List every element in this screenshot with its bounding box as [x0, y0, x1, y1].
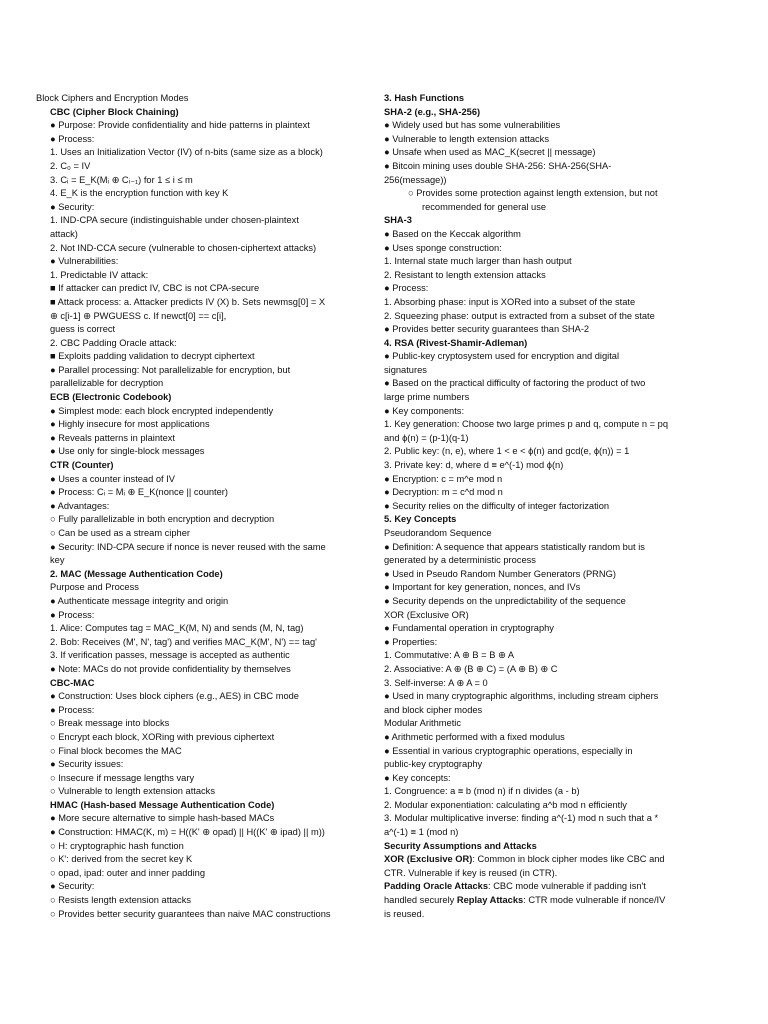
left-line: ○ Break message into blocks: [50, 718, 170, 729]
left-line: 1. Predictable IV attack:: [50, 269, 149, 280]
right-line: 1. Commutative: A ⊕ B = B ⊕ A: [384, 650, 515, 661]
right-line: ● Unsafe when used as MAC_K(secret || message): [384, 147, 596, 158]
right-line: 2. Resistant to length extension attacks: [384, 269, 546, 280]
left-line: ● Simplest mode: each block encrypted independently: [50, 405, 274, 416]
left-line: guess is correct: [50, 324, 116, 335]
left-line: ● Security:: [50, 201, 95, 212]
right-line: ● Security relies on the difficulty of integer factorization: [384, 500, 610, 511]
right-line: is reused.: [384, 908, 425, 919]
section-heading: 2. MAC (Message Authentication Code): [50, 568, 223, 579]
left-line: 2. CBC Padding Oracle attack:: [50, 337, 177, 348]
left-line: ● Reveals patterns in plaintext: [50, 432, 175, 443]
left-line: ○ Final block becomes the MAC: [50, 745, 182, 756]
right-line: 2. Associative: A ⊕ (B ⊕ C) = (A ⊕ B) ⊕ C: [384, 663, 558, 674]
right-line: 1. Internal state much larger than hash output: [384, 256, 572, 267]
left-line: ● Construction: Uses block ciphers (e.g., AES) in CBC mode: [50, 691, 299, 702]
right-line: and block cipher modes: [384, 704, 483, 715]
right-line: a^(-1) ≡ 1 (mod n): [384, 827, 459, 838]
right-line: ● Important for key generation, nonces, and IVs: [384, 582, 581, 593]
right-line: ● Provides better security guarantees than SHA-2: [384, 324, 590, 335]
right-line: ● Key concepts:: [384, 772, 451, 783]
right-line: [384, 894, 684, 908]
bold-term: XOR (Exclusive OR): [384, 854, 473, 865]
right-line: ● Fundamental operation in cryptography: [384, 623, 554, 634]
right-line: recommended for general use: [422, 201, 547, 212]
right-line: 2. Public key: (n, e), where 1 < e < ϕ(n) and gcd(e, ϕ(n)) = 1: [384, 446, 630, 457]
left-line: 1. Uses an Initialization Vector (IV) of n-bits (same size as a block): [50, 147, 323, 158]
left-line: ● Authenticate message integrity and origin: [50, 595, 229, 606]
left-line: ● Process:: [50, 133, 95, 144]
right-line: ● Decryption: m = c^d mod n: [384, 487, 503, 498]
left-line: ● Process: Cᵢ = Mᵢ ⊕ E_K(nonce || counter): [50, 487, 228, 498]
left-line: ● Use only for single-block messages: [50, 446, 205, 457]
section-heading: ECB (Electronic Codebook): [50, 392, 172, 403]
section-heading: Security Assumptions and Attacks: [384, 840, 537, 851]
left-line: ○ Insecure if message lengths vary: [50, 772, 195, 783]
bold-term: Replay Attacks: [456, 895, 524, 906]
right-line: Pseudorandom Sequence: [384, 528, 492, 538]
left-line: 2. Not IND-CCA secure (vulnerable to chosen-ciphertext attacks): [50, 242, 317, 253]
right-line: 3. Self-inverse: A ⊕ A = 0: [384, 677, 488, 688]
right-line: 2. Modular exponentiation: calculating a^b mod n efficiently: [384, 799, 627, 810]
right-line: 1. Congruence: a ≡ b (mod n) if n divides (a - b): [384, 786, 580, 797]
right-line: 3. Modular multiplicative inverse: finding a^(-1) mod n such that a *: [384, 813, 659, 824]
right-line: public-key cryptography: [384, 759, 483, 770]
right-line: XOR (Exclusive OR): [384, 609, 469, 620]
left-column: [36, 92, 356, 921]
left-line: ○ Resists length extension attacks: [50, 895, 192, 906]
left-line: ● Security: IND-CPA secure if nonce is never reused with the same: [50, 541, 326, 552]
right-line: 256(message)): [384, 174, 447, 185]
left-line: ● Process:: [50, 704, 95, 715]
right-line: ● Based on the practical difficulty of factoring the product of two: [384, 378, 646, 389]
text-run: : CTR mode vulnerable if nonce/IV: [523, 895, 666, 906]
section-heading: 4. RSA (Rivest-Shamir-Adleman): [384, 337, 528, 348]
text-run: : CBC mode vulnerable if padding isn't: [488, 881, 646, 892]
right-line: ● Used in many cryptographic algorithms, including stream ciphers: [384, 691, 659, 702]
right-line: [384, 880, 684, 894]
section-heading: 5. Key Concepts: [384, 514, 457, 525]
right-line: generated by a deterministic process: [384, 555, 536, 566]
left-line: ● Process:: [50, 609, 95, 620]
left-line: ○ Encrypt each block, XORing with previous ciphertext: [50, 731, 275, 742]
left-line: ■ Attack process: a. Attacker predicts IV (X) b. Sets newmsg[0] = X: [50, 296, 326, 307]
left-line: ○ Provides better security guarantees than naive MAC constructions: [50, 908, 331, 919]
right-line: ● Widely used but has some vulnerabilities: [384, 120, 561, 131]
left-line: Block Ciphers and Encryption Modes: [36, 93, 189, 103]
left-line: ● Construction: HMAC(K, m) = H((K' ⊕ opad) || H((K' ⊕ ipad) || m)): [50, 827, 325, 838]
left-line: ● More secure alternative to simple hash-based MACs: [50, 813, 275, 824]
left-line: ○ opad, ipad: outer and inner padding: [50, 867, 206, 878]
left-line: parallelizable for decryption: [50, 378, 164, 389]
right-line: ● Used in Pseudo Random Number Generators (PRNG): [384, 568, 616, 579]
section-heading: CBC (Cipher Block Chaining): [50, 106, 179, 117]
left-line: ⊕ c[i-1] ⊕ PWGUESS c. If newct[0] == c[i],: [50, 310, 227, 321]
left-line: ■ Exploits padding validation to decrypt ciphertext: [50, 351, 255, 362]
right-line: and ϕ(n) = (p-1)(q-1): [384, 432, 469, 443]
right-line: Modular Arithmetic: [384, 718, 461, 729]
left-line: attack): [50, 228, 78, 239]
left-line: 1. IND-CPA secure (indistinguishable under chosen-plaintext: [50, 215, 299, 226]
left-line: ● Advantages:: [50, 500, 110, 511]
section-heading: 3. Hash Functions: [384, 93, 465, 103]
right-line: ● Uses sponge construction:: [384, 242, 502, 253]
left-line: 3. Cᵢ = E_K(Mᵢ ⊕ Cᵢ₋₁) for 1 ≤ i ≤ m: [50, 174, 193, 185]
right-line: ○ Provides some protection against length extension, but not: [408, 188, 658, 199]
text-run: : Common in block cipher modes like CBC and: [472, 854, 665, 865]
left-line: key: [50, 555, 65, 566]
left-line: ● Vulnerabilities:: [50, 256, 119, 267]
left-line: Purpose and Process: [50, 582, 139, 593]
left-line: ○ K': derived from the secret key K: [50, 854, 193, 865]
section-heading: SHA-2 (e.g., SHA-256): [384, 106, 481, 117]
left-line: ○ Fully parallelizable in both encryption and decryption: [50, 514, 275, 525]
right-line: ● Essential in various cryptographic operations, especially in: [384, 745, 633, 756]
right-line: [384, 853, 684, 867]
right-line: ● Definition: A sequence that appears statistically random but is: [384, 541, 645, 552]
left-line: ● Highly insecure for most applications: [50, 419, 210, 430]
section-heading: HMAC (Hash-based Message Authentication Code): [50, 799, 275, 810]
bold-term: Padding Oracle Attacks: [384, 881, 489, 892]
left-line: 3. If verification passes, message is accepted as authentic: [50, 650, 290, 661]
left-line: ○ Can be used as a stream cipher: [50, 528, 190, 538]
left-line: 1. Alice: Computes tag = MAC_K(M, N) and sends (M, N, tag): [50, 623, 304, 634]
right-line: ● Bitcoin mining uses double SHA-256: SHA-256(SHA-: [384, 160, 612, 171]
right-line: 2. Squeezing phase: output is extracted from a subset of the state: [384, 310, 655, 321]
left-line: ○ H: cryptographic hash function: [50, 840, 184, 851]
left-line: ● Parallel processing: Not parallelizable for encryption, but: [50, 364, 291, 375]
left-line: ○ Vulnerable to length extension attacks: [50, 786, 215, 797]
left-line: ● Note: MACs do not provide confidentiality by themselves: [50, 663, 291, 674]
right-column: [384, 92, 684, 921]
right-line: ● Based on the Keccak algorithm: [384, 228, 521, 239]
section-heading: CBC-MAC: [50, 677, 95, 688]
left-line: 2. Bob: Receives (M', N', tag') and verifies MAC_K(M', N') == tag': [50, 636, 317, 647]
left-line: ■ If attacker can predict IV, CBC is not CPA-secure: [50, 283, 260, 294]
text-run: handled securely: [384, 895, 457, 906]
left-line: ● Uses a counter instead of IV: [50, 473, 175, 484]
right-line: CTR. Vulnerable if key is reused (in CTR).: [384, 867, 558, 878]
right-line: ● Security depends on the unpredictability of the sequence: [384, 595, 626, 606]
right-line: signatures: [384, 364, 427, 375]
right-line: ● Process:: [384, 283, 429, 294]
section-heading: SHA-3: [384, 215, 412, 226]
right-line: ● Encryption: c = m^e mod n: [384, 473, 503, 484]
right-line: ● Vulnerable to length extension attacks: [384, 133, 549, 144]
right-line: 1. Absorbing phase: input is XORed into a subset of the state: [384, 296, 636, 307]
right-line: ● Public-key cryptosystem used for encryption and digital: [384, 351, 620, 362]
section-heading: CTR (Counter): [50, 460, 114, 471]
left-line: 2. C₀ = IV: [50, 160, 91, 171]
right-line: 1. Key generation: Choose two large primes p and q, compute n = pq: [384, 419, 668, 430]
right-line: ● Arithmetic performed with a fixed modulus: [384, 731, 565, 742]
left-line: 4. E_K is the encryption function with key K: [50, 188, 229, 199]
left-line: ● Security issues:: [50, 759, 124, 770]
right-line: ● Properties:: [384, 636, 438, 647]
right-line: large prime numbers: [384, 392, 470, 403]
left-line: ● Purpose: Provide confidentiality and hide patterns in plaintext: [50, 120, 310, 131]
right-line: 3. Private key: d, where d ≡ e^(-1) mod ϕ(n): [384, 460, 564, 471]
right-line: ● Key components:: [384, 405, 465, 416]
left-line: ● Security:: [50, 881, 95, 892]
